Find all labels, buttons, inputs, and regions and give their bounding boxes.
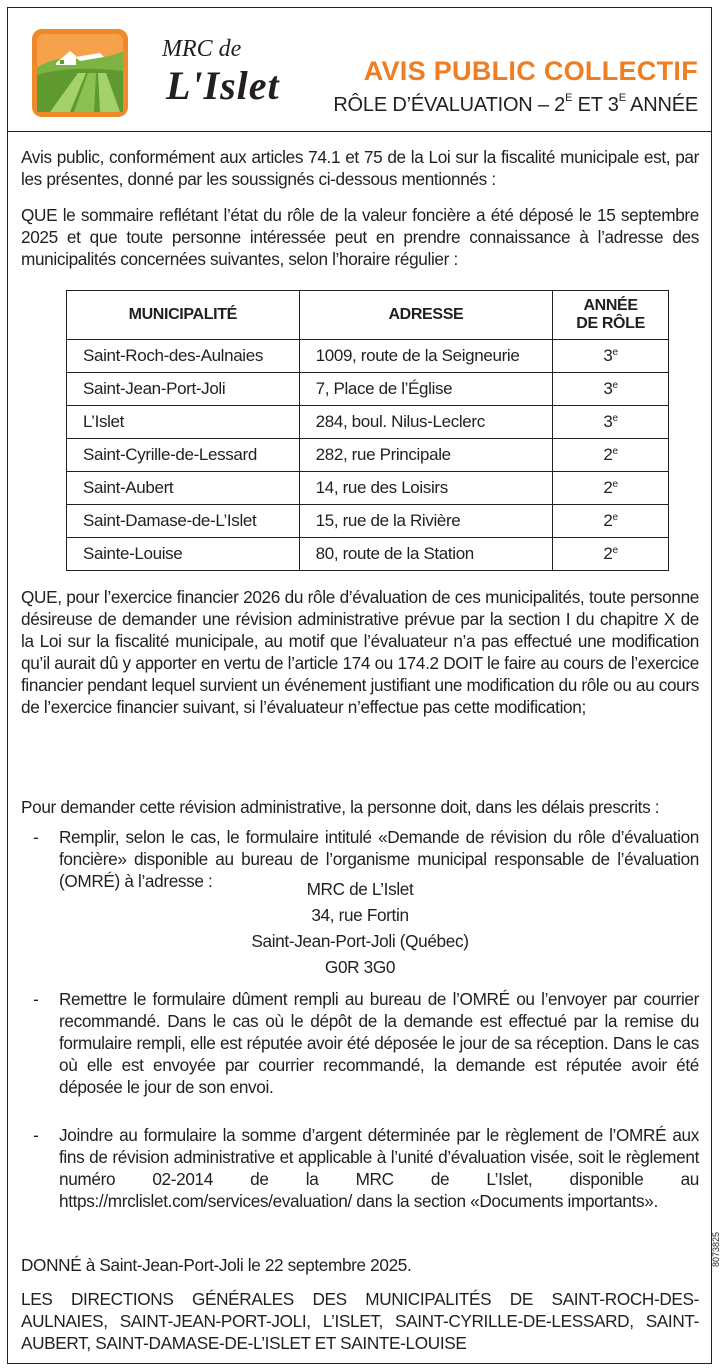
subtitle-suffix: ANNÉE xyxy=(625,94,698,116)
side-reference-code: 8073825 xyxy=(711,1232,721,1268)
address-line1: MRC de L’Islet xyxy=(306,879,414,899)
annee-suffix: e xyxy=(612,413,618,424)
annee-suffix: e xyxy=(612,347,618,358)
cell-annee xyxy=(553,439,669,472)
table-row xyxy=(67,439,669,472)
cell-adresse: 7, Place de l’Église xyxy=(299,373,553,406)
subtitle-sup1: E xyxy=(565,92,573,105)
annee-number: 2 xyxy=(603,511,613,530)
list-dash: - xyxy=(33,989,39,1009)
pour-demander-paragraph: Pour demander cette révision administrative, la personne doit, dans les délais prescrits : xyxy=(21,797,660,817)
address-line3: Saint-Jean-Port-Joli (Québec) xyxy=(251,931,469,951)
municipalities-table xyxy=(66,290,669,571)
table-row xyxy=(67,373,669,406)
cell-adresse: 80, route de la Station xyxy=(299,538,553,571)
annee-number: 2 xyxy=(603,478,613,497)
cell-adresse: 14, rue des Loisirs xyxy=(299,472,553,505)
list-dash: - xyxy=(33,827,39,847)
address-line4: G0R 3G0 xyxy=(324,957,396,977)
cell-municipalite: Saint-Jean-Port-Joli xyxy=(67,373,300,406)
header-annee-line1: ANNÉE xyxy=(583,297,638,314)
annee-suffix: e xyxy=(612,380,618,391)
cell-annee xyxy=(553,340,669,373)
que-depot-paragraph: QUE le sommaire reflétant l’état du rôle de la valeur foncière a été déposé le 15 septembre 2025 et que toute personne intéressée peut en prendre connaissance à l’adresse des municipalités concernées suivantes, selon l’horaire régulier : xyxy=(21,205,699,269)
table-row xyxy=(67,406,669,439)
cell-annee xyxy=(553,472,669,505)
cell-municipalite: Saint-Aubert xyxy=(67,472,300,505)
cell-municipalite: Sainte-Louise xyxy=(67,538,300,571)
que-revision-paragraph: QUE, pour l’exercice financier 2026 du rôle d’évaluation de ces municipalités, toute personne désireuse de demander une révision administrative prévue par la section I du chapitre X de la Loi sur la fiscalité municipale, au motif que l’évaluateur n’a pas effectué une modification qu’il aurait dû y apporter en vertu de l’article 174 ou 174.2 DOIT le faire au cours de l’exercice financier pendant lequel survient un événement justifiant une modification du rôle ou au cours de l’exercice financier suivant, si l’évaluateur n’effectue pas cette modification; xyxy=(21,587,699,717)
brand-line2: L'Islet xyxy=(166,63,280,108)
table-row xyxy=(67,538,669,571)
cell-annee xyxy=(553,538,669,571)
address-line2: 34, rue Fortin xyxy=(311,905,409,925)
list-dash: - xyxy=(33,1125,39,1145)
annee-suffix: e xyxy=(612,446,618,457)
donne-line: DONNÉ à Saint-Jean-Port-Joli le 22 septembre 2025. xyxy=(21,1255,412,1275)
cell-adresse: 282, rue Principale xyxy=(299,439,553,472)
table-row xyxy=(67,340,669,373)
header-municipalite: MUNICIPALITÉ xyxy=(67,291,300,340)
brand-line1: MRC de xyxy=(162,36,242,62)
cell-municipalite: Saint-Cyrille-de-Lessard xyxy=(67,439,300,472)
list-item-text: Remettre le formulaire dûment rempli au bureau de l’OMRÉ ou l’envoyer par courrier recommandé. Dans le cas où le dépôt de la demande est effectué par la remise du formulaire rempli, elle est réputée avoir été déposée le jour de sa réception. Dans le cas où elle est envoyée par courrier recommandé, la demande est réputée avoir été déposée le jour de son envoi. xyxy=(59,989,699,1097)
cell-annee xyxy=(553,505,669,538)
header-annee xyxy=(553,291,669,340)
subtitle-sup2: E xyxy=(618,92,626,105)
list-item-text: Remplir, selon le cas, le formulaire intitulé «Demande de révision du rôle d’évaluation foncière» disponible au bureau de l’organisme municipal responsable de l’évaluation (OMRÉ) à l’adresse : xyxy=(59,827,699,891)
cell-municipalite: Saint-Damase-de-L’Islet xyxy=(67,505,300,538)
list-item-text: Joindre au formulaire la somme d’argent déterminée par le règlement de l’OMRÉ aux fins de révision administrative et applicable à l’unité d’évaluation visée, soit le règlement numéro 02-2014 de la MRC de L’Islet, disponible au https://mrclislet.com/services/evaluation/ dans la section «Documents importants». xyxy=(59,1125,699,1211)
table-row xyxy=(67,505,669,538)
annee-number: 2 xyxy=(603,544,613,563)
annee-suffix: e xyxy=(612,512,618,523)
cell-annee xyxy=(553,406,669,439)
mrc-logo-icon xyxy=(30,27,130,119)
header-divider xyxy=(7,131,712,132)
cell-adresse: 1009, route de la Seigneurie xyxy=(299,340,553,373)
annee-suffix: e xyxy=(612,479,618,490)
notice-subtitle xyxy=(333,94,698,117)
cell-annee xyxy=(553,373,669,406)
header-annee-line2: DE RÔLE xyxy=(576,315,645,332)
table-row xyxy=(67,472,669,505)
cell-adresse: 15, rue de la Rivière xyxy=(299,505,553,538)
omre-address xyxy=(21,876,699,980)
cell-adresse: 284, boul. Nilus-Leclerc xyxy=(299,406,553,439)
cell-municipalite: L’Islet xyxy=(67,406,300,439)
signature-block: LES DIRECTIONS GÉNÉRALES DES MUNICIPALITÉS DE SAINT-ROCH-DES-AULNAIES, SAINT-JEAN-PORT-JOLI, L’ISLET, SAINT-CYRILLE-DE-LESSARD, SAINT-AUBERT, SAINT-DAMASE-DE-L’ISLET ET SAINTE-LOUISE xyxy=(21,1289,699,1353)
header-adresse: ADRESSE xyxy=(299,291,553,340)
annee-number: 2 xyxy=(603,445,613,464)
cell-municipalite: Saint-Roch-des-Aulnaies xyxy=(67,340,300,373)
annee-number: 3 xyxy=(603,412,613,431)
subtitle-mid: ET 3 xyxy=(572,94,619,116)
annee-suffix: e xyxy=(612,545,618,556)
intro-paragraph: Avis public, conformément aux articles 74.1 et 75 de la Loi sur la fiscalité municipale est, par les présentes, donné par les soussignés ci-dessous mentionnés : xyxy=(21,147,699,189)
annee-number: 3 xyxy=(603,379,613,398)
annee-number: 3 xyxy=(603,346,613,365)
subtitle-prefix: RÔLE D’ÉVALUATION – 2 xyxy=(333,94,566,116)
notice-title: AVIS PUBLIC COLLECTIF xyxy=(363,56,698,86)
table-header-row xyxy=(67,291,669,340)
